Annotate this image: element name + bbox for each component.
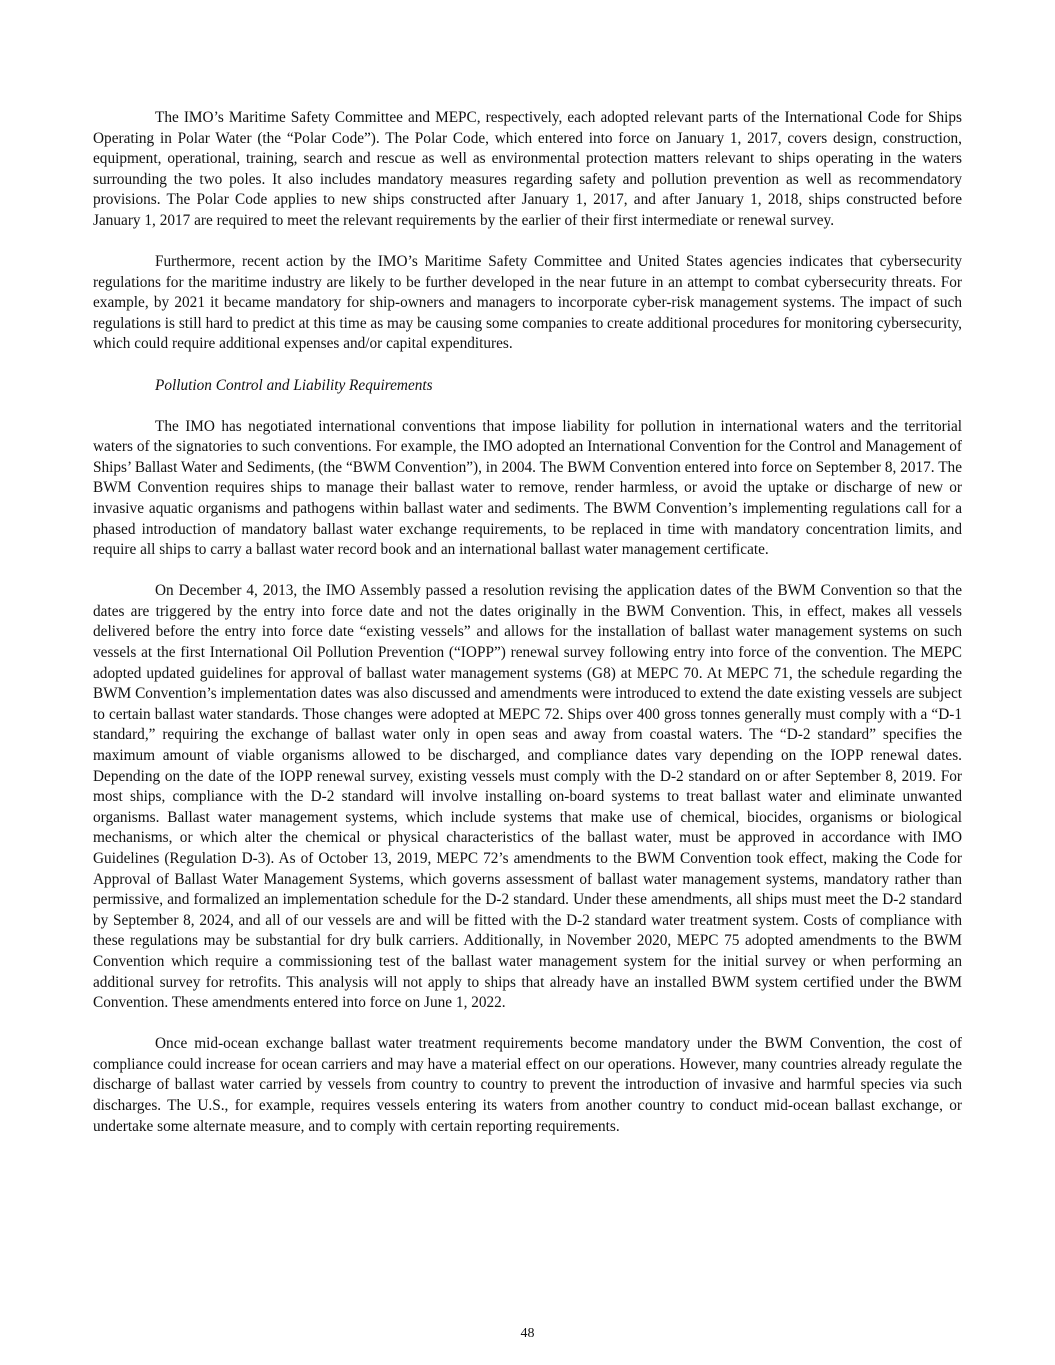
page-content	[93, 108, 962, 1158]
page-number: 48	[520, 1326, 535, 1341]
paragraph-polar-code: The IMO’s Maritime Safety Committee and MEPC, respectively, each adopted relevant parts of the International Code for Ships Operating in Polar Water (the “Polar Code”). The Polar Code, which entered into force on January 1, 2017, covers design, construction, equipment, operational, training, search and rescue as well as environmental protection matters relevant to ships operating in the waters surrounding the two poles. It also includes mandatory measures regarding safety and pollution prevention as well as recommendatory provisions. The Polar Code applies to new ships constructed after January 1, 2017, and after January 1, 2018, ships constructed before January 1, 2017 are required to meet the relevant requirements by the earlier of their first intermediate or renewal survey.	[93, 109, 962, 229]
paragraph-mid-ocean-exchange: Once mid-ocean exchange ballast water treatment requirements become mandatory under the BWM Convention, the cost of compliance could increase for ocean carriers and may have a material effect on our operations. However, many countries already regulate the discharge of ballast water carried by vessels from country to country to prevent the introduction of invasive and harmful species via such discharges. The U.S., for example, requires vessels entering its waters from another country to conduct mid-ocean ballast exchange, or undertake some alternate measure, and to comply with certain reporting requirements.	[93, 1035, 962, 1135]
section-heading: Pollution Control and Liability Requirements	[155, 376, 433, 394]
paragraph-bwm-convention: The IMO has negotiated international conventions that impose liability for pollution in international waters and the territorial waters of the signatories to such conventions. For example, the IMO adopted an International Convention for the Control and Management of Ships’ Ballast Water and Sediments, (the “BWM Convention”), in 2004. The BWM Convention entered into force on September 8, 2017. The BWM Convention requires ships to manage their ballast water to remove, render harmless, or avoid the uptake or discharge of new or invasive aquatic organisms and pathogens within ballast water and sediments. The BWM Convention’s implementing regulations call for a phased introduction of mandatory ballast water exchange requirements, to be replaced in time with mandatory concentration limits, and require all ships to carry a ballast water record book and an international ballast water management certificate.	[93, 417, 962, 559]
paragraph-cybersecurity: Furthermore, recent action by the IMO’s Maritime Safety Committee and United States agencies indicates that cybersecurity regulations for the maritime industry are likely to be further developed in the near future in an attempt to combat cybersecurity threats. For example, by 2021 it became mandatory for ship-owners and managers to incorporate cyber-risk management systems. The impact of such regulations is still hard to predict at this time as may be causing some companies to create additional procedures for monitoring cybersecurity, which could require additional expenses and/or capital expenditures.	[93, 253, 962, 353]
paragraph-imo-assembly-resolution: On December 4, 2013, the IMO Assembly passed a resolution revising the application dates of the BWM Convention so that the dates are triggered by the entry into force date and not the dates originally in the BWM Convention. This, in effect, makes all vessels delivered before the entry into force date “existing vessels” and allows for the installation of ballast water management systems on such vessels at the first International Oil Pollution Prevention (“IOPP”) renewal survey following entry into force of the convention. The MEPC adopted updated guidelines for approval of ballast water management systems (G8) at MEPC 70. At MEPC 71, the schedule regarding the BWM Convention’s implementation dates was also discussed and amendments were introduced to extend the date existing vessels are subject to certain ballast water standards. Those changes were adopted at MEPC 72. Ships over 400 gross tonnes generally must comply with a “D-1 standard,” requiring the exchange of ballast water only in open seas and away from coastal waters. The “D-2 standard” specifies the maximum amount of viable organisms allowed to be discharged, and compliance dates vary depending on the IOPP renewal dates. Depending on the date of the IOPP renewal survey, existing vessels must comply with the D-2 standard on or after September 8, 2019. For most ships, compliance with the D-2 standard will involve installing on-board systems to treat ballast water and eliminate unwanted organisms. Ballast water management systems, which include systems that make use of chemical, biocides, organisms or biological mechanisms, or which alter the chemical or physical characteristics of the ballast water, must be approved in accordance with IMO Guidelines (Regulation D-3). As of October 13, 2019, MEPC 72’s amendments to the BWM Convention took effect, making the Code for Approval of Ballast Water Management Systems, which governs assessment of ballast water management systems, mandatory rather than permissive, and formalized an implementation schedule for the D-2 standard. Under these amendments, all ships must meet the D-2 standard by September 8, 2024, and all of our vessels are and will be fitted with the D-2 standard water treatment system. Costs of compliance with these regulations may be substantial for dry bulk carriers. Additionally, in November 2020, MEPC 75 adopted amendments to the BWM Convention which require a commissioning test of the ballast water management system for the initial survey or when performing an additional survey for retrofits. This analysis will not apply to ships that already have an installed BWM system certified under the BWM Convention. These amendments entered into force on June 1, 2022.	[93, 582, 962, 1012]
